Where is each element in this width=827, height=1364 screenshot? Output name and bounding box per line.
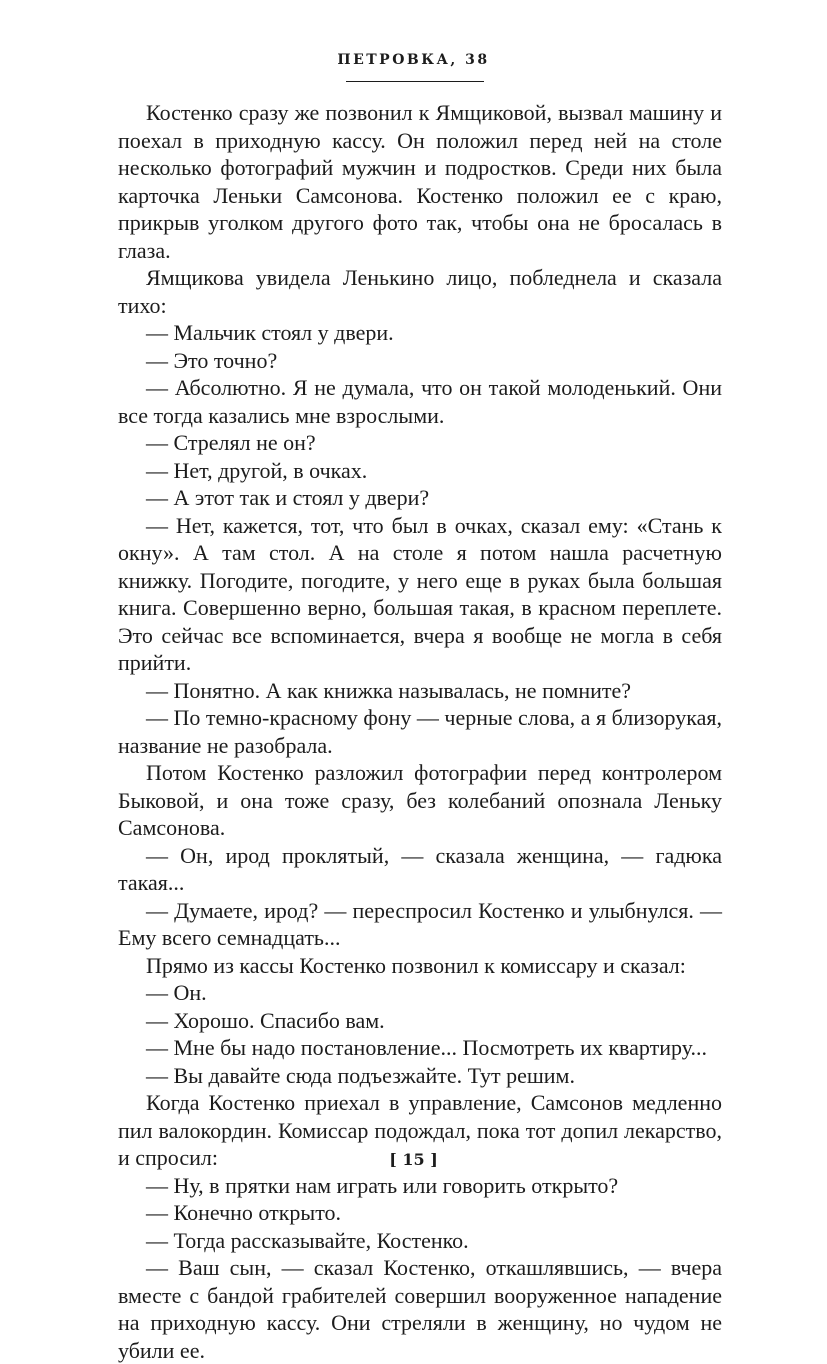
dialogue-line: — А этот так и стоял у двери? — [146, 485, 430, 510]
paragraph: Ямщикова увидела Ленькино лицо, побледнела и сказала тихо: — [118, 265, 722, 318]
body-text — [118, 99, 722, 1364]
paragraph: Потом Костенко разложил фотографии перед контролером Быковой, и она тоже сразу, без колебаний опознала Леньку Самсонова. — [118, 760, 722, 840]
paragraph: Прямо из кассы Костенко позвонил к комиссару и сказал: — [146, 952, 686, 978]
dialogue-line: — Абсолютно. Я не думала, что он такой молоденький. Они все тогда казались мне взрослыми. — [118, 375, 722, 428]
dialogue-line: — Мальчик стоял у двери. — [146, 320, 394, 345]
dialogue-line: — Стрелял не он? — [146, 430, 316, 455]
dialogue-line: — По темно-красному фону — черные слова, а я близорукая, название не разобрала. — [118, 705, 722, 758]
dialogue-line: — Хорошо. Спасибо вам. — [146, 1007, 385, 1033]
dialogue-line: — Понятно. А как книжка называлась, не помните? — [146, 677, 632, 703]
paragraph: Когда Костенко приехал в управление, Самсонов медленно пил валокордин. Комиссар подождал, пока тот допил лекарство, и спросил: — [118, 1090, 722, 1170]
dialogue-line: — Нет, другой, в очках. — [146, 457, 368, 483]
dialogue-line: — Он, ирод проклятый, — сказала женщина, — гадюка такая... — [118, 842, 722, 895]
dialogue-line: — Конечно открыто. — [146, 1200, 342, 1225]
header-rule — [346, 81, 484, 82]
dialogue-line: — Думаете, ирод? — переспросил Костенко и улыбнулся. — Ему всего семнадцать... — [118, 897, 722, 950]
running-head: ПЕТРОВКА, 38 — [337, 52, 490, 68]
dialogue-line: — Нет, кажется, тот, что был в очках, сказал ему: «Стань к окну». А там стол. А на столе я потом нашла расчетную книжку. Погодите, погодите, у него еще в руках была большая книга. Совершенно верно, большая такая, в красном переплете. Это сейчас все вспоминается, вчера я вообще не могла в себя прийти. — [118, 512, 722, 675]
page-number: [ 15 ] — [389, 1150, 438, 1169]
dialogue-line: — Ваш сын, — сказал Костенко, откашлявшись, — вчера вместе с бандой грабителей совершил вооруженное нападение на приходную кассу. Они стреляли в женщину, но чудом не убили ее. — [118, 1255, 722, 1363]
dialogue-line: — Мне бы надо постановление... Посмотреть их квартиру... — [146, 1035, 708, 1060]
dialogue-line: — Он. — [146, 980, 207, 1005]
dialogue-line: — Ну, в прятки нам играть или говорить открыто? — [146, 1172, 619, 1198]
dialogue-line: — Тогда рассказывайте, Костенко. — [146, 1227, 469, 1253]
dialogue-line: — Это точно? — [146, 347, 278, 373]
paragraph: Костенко сразу же позвонил к Ямщиковой, вызвал машину и поехал в приходную кассу. Он положил перед ней на столе несколько фотографий мужчин и подростков. Среди них была карточка Леньки Самсонова. Костенко положил ее с краю, прикрыв уголком другого фото так, чтобы она не бросалась в глаза. — [118, 100, 722, 263]
dialogue-line: — Вы давайте сюда подъезжайте. Тут решим. — [146, 1062, 575, 1088]
